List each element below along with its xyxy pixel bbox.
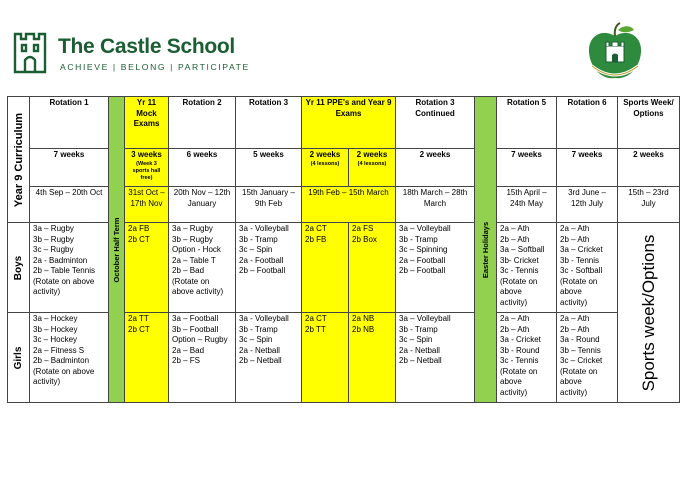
dates-rotation-5: 15th April – 24th May	[497, 187, 557, 223]
activity-line: (Rotate on	[560, 366, 598, 376]
header-rotation-2: Rotation 2	[169, 97, 236, 149]
curriculum-table	[7, 96, 680, 403]
activity-line: 2a CT	[305, 224, 327, 233]
dates-rotation-1: 4th Sep – 20th Oct	[30, 187, 109, 223]
activity-line: 3c – Spin	[239, 335, 273, 344]
activity-line: 2a - Badminton	[33, 255, 88, 265]
girls-rotation-3-continued	[396, 313, 475, 403]
activity-line: 3b – Football	[172, 324, 219, 334]
activity-line: 3b – Rugby	[33, 234, 74, 244]
activity-line: 3a – Rugby	[33, 224, 74, 233]
dates-mock-exams: 31st Oct – 17th Nov	[125, 187, 169, 223]
activity-line: above activity)	[172, 287, 224, 296]
activity-line: above	[500, 287, 522, 296]
activity-line: 2b – Ath	[500, 324, 530, 334]
activity-line: activity)	[500, 387, 528, 397]
activity-line: above	[500, 377, 522, 386]
activity-line: 2b NB	[352, 324, 375, 334]
header-mock-exams: Yr 11 Mock Exams	[125, 97, 169, 149]
boys-rotation-3	[236, 223, 302, 313]
activity-line: 3a – Rugby	[172, 224, 213, 233]
activity-line: 2b – Netball	[399, 356, 442, 365]
easter-holidays-column: Easter Holidays	[475, 97, 497, 403]
activity-line: 3b - Tramp	[399, 324, 438, 334]
school-name: The Castle School	[58, 35, 235, 58]
activity-line: 2a – Ath	[560, 314, 590, 323]
activity-line: 2b TT	[305, 324, 326, 334]
weeks-rotation-1: 7 weeks	[30, 149, 109, 187]
row-label-curriculum: Year 9 Curriculum	[8, 97, 30, 223]
weeks-rotation-3-continued: 2 weeks	[396, 149, 475, 187]
activity-line: 2a – Fitness S	[33, 345, 85, 355]
activity-line: 2a – Table T	[172, 255, 216, 265]
activity-line: (Rotate on	[560, 276, 598, 286]
activity-line: 2a CT	[305, 314, 327, 323]
row-label-girls: Girls	[8, 313, 30, 403]
activity-line: 2a NB	[352, 314, 375, 323]
sports-week-options-cell: Sports week/Options	[618, 223, 680, 403]
weeks-rotation-2: 6 weeks	[169, 149, 236, 187]
activity-line: 3c - Tennis	[500, 266, 539, 275]
activity-line: 3a - Volleyball	[239, 224, 289, 233]
boys-rotation-2	[169, 223, 236, 313]
activity-line: 2b – Netball	[239, 356, 282, 365]
header-ppe-exams: Yr 11 PPE's and Year 9 Exams	[302, 97, 396, 149]
activity-line: 3b - Tramp	[399, 234, 438, 244]
boys-ppe-b	[349, 223, 396, 313]
school-header	[10, 22, 690, 82]
girls-rotation-6	[557, 313, 618, 403]
activity-line: 3a – Softball	[500, 245, 545, 254]
girls-rotation-2	[169, 313, 236, 403]
weeks-ppe-b: 2 weeks (4 lessons)	[349, 149, 396, 187]
activity-line: 3a - Volleyball	[239, 314, 289, 323]
activity-line: 3c – Hockey	[33, 335, 78, 344]
dates-rotation-6: 3rd June – 12th July	[557, 187, 618, 223]
activity-line: activity)	[33, 287, 61, 296]
weeks-rotation-6: 7 weeks	[557, 149, 618, 187]
activity-line: 2a FS	[352, 224, 374, 233]
weeks-sports-week: 2 weeks	[618, 149, 680, 187]
header-rotation-5: Rotation 5	[497, 97, 557, 149]
school-tagline: ACHIEVE | BELONG | PARTICIPATE	[60, 62, 250, 72]
october-half-term-column: October Half Term	[109, 97, 125, 403]
activity-line: 3a – Volleyball	[399, 314, 451, 323]
girls-ppe-b	[349, 313, 396, 403]
activity-line: 3a – Hockey	[33, 314, 78, 323]
activity-line: 3b - Round	[500, 345, 540, 355]
boys-rotation-6	[557, 223, 618, 313]
girls-ppe-a	[302, 313, 349, 403]
activity-line: (Rotate on	[500, 366, 538, 376]
row-label-boys: Boys	[8, 223, 30, 313]
activity-line: activity)	[560, 297, 588, 307]
girls-mock-exams	[125, 313, 169, 403]
girls-rotation-3	[236, 313, 302, 403]
weeks-rotation-3: 5 weeks	[236, 149, 302, 187]
activity-line: 2a – Ath	[500, 314, 530, 323]
activity-line: 2b – Football	[399, 266, 446, 275]
activity-line: 3c – Rugby	[33, 245, 74, 254]
activity-line: Option - Hock	[172, 245, 221, 254]
castle-logo-icon	[12, 30, 48, 74]
dates-rotation-3: 15th January – 9th Feb	[236, 187, 302, 223]
activity-line: (Rotate on above	[33, 276, 95, 286]
activity-line: activity)	[500, 297, 528, 307]
activity-line: activity)	[33, 377, 61, 386]
activity-line: 2b – Ath	[560, 324, 590, 334]
header-rotation-6: Rotation 6	[557, 97, 618, 149]
activity-line: 3c - Tennis	[500, 356, 539, 365]
activity-line: 3a – Volleyball	[399, 224, 451, 233]
boys-rotation-1	[30, 223, 109, 313]
activity-line: 2b CT	[128, 324, 150, 334]
activity-line: 2b – Ath	[560, 234, 590, 244]
activity-line: 3a – Football	[172, 314, 219, 323]
apple-crest-icon	[580, 22, 650, 84]
weeks-rotation-5: 7 weeks	[497, 149, 557, 187]
boys-rotation-5	[497, 223, 557, 313]
activity-line: 2b – Badminton	[33, 356, 90, 365]
activity-line: 2b – Ath	[500, 234, 530, 244]
activity-line: 2a – Football	[399, 255, 446, 265]
activity-line: 2b – Table Tennis	[33, 266, 95, 275]
activity-line: (Rotate on above	[33, 366, 95, 376]
activity-line: 2b CT	[128, 234, 150, 244]
activity-line: 2b FB	[305, 234, 327, 244]
activity-line: 2a – Bad	[172, 345, 205, 355]
activity-line: 2b – Bad	[172, 266, 205, 275]
activity-line: 2b Box	[352, 234, 377, 244]
activity-line: 3c – Spinning	[399, 245, 448, 254]
activity-line: 3b- Cricket	[500, 255, 539, 265]
activity-line: 3b – Tennis	[560, 345, 601, 355]
activity-line: 3b - Tramp	[239, 324, 278, 334]
activity-line: 2a - Netball	[239, 345, 280, 355]
activity-line: above	[560, 287, 582, 296]
header-rotation-1: Rotation 1	[30, 97, 109, 149]
activity-line: 3a – Cricket	[560, 245, 603, 254]
activity-line: 2a FB	[128, 224, 150, 233]
activity-line: 3b – Rugby	[172, 234, 213, 244]
activity-line: 2a - Netball	[399, 345, 440, 355]
activity-line: 3c - Softball	[560, 266, 603, 275]
activity-line: 3a - Cricket	[500, 335, 541, 344]
activity-line: Option – Rugby	[172, 335, 228, 344]
dates-rotation-3-continued: 18th March – 28th March	[396, 187, 475, 223]
activity-line: (Rotate on	[500, 276, 538, 286]
activity-line: 2b – Football	[239, 266, 286, 275]
dates-ppe-exams: 19th Feb – 15th March	[302, 187, 396, 223]
activity-line: 2a - Football	[239, 255, 284, 265]
header-rotation-3: Rotation 3	[236, 97, 302, 149]
activity-line: above	[560, 377, 582, 386]
activity-line: 3c – Spin	[399, 335, 433, 344]
header-rotation-3-continued: Rotation 3 Continued	[396, 97, 475, 149]
dates-sports-week: 15th – 23rd July	[618, 187, 680, 223]
activity-line: 3c – Cricket	[560, 356, 603, 365]
boys-rotation-3-continued	[396, 223, 475, 313]
header-sports-week: Sports Week/ Options	[618, 97, 680, 149]
activity-line: 3c – Spin	[239, 245, 273, 254]
activity-line: 3a - Round	[560, 335, 600, 344]
girls-rotation-5	[497, 313, 557, 403]
activity-line: 2a TT	[128, 314, 149, 323]
weeks-mock-exams: 3 weeks (Week 3 sports hall free)	[125, 149, 169, 187]
activity-line: 2a – Ath	[560, 224, 590, 233]
girls-rotation-1	[30, 313, 109, 403]
activity-line: 3b – Hockey	[33, 324, 78, 334]
activity-line: activity)	[560, 387, 588, 397]
activity-line: (Rotate on	[172, 276, 210, 286]
activity-line: 2b – FS	[172, 356, 201, 365]
boys-mock-exams	[125, 223, 169, 313]
activity-line: 2a – Ath	[500, 224, 530, 233]
boys-ppe-a	[302, 223, 349, 313]
activity-line: 3b - Tennis	[560, 255, 599, 265]
weeks-ppe-a: 2 weeks (4 lessons)	[302, 149, 349, 187]
activity-line: 3b - Tramp	[239, 234, 278, 244]
dates-rotation-2: 20th Nov – 12th January	[169, 187, 236, 223]
